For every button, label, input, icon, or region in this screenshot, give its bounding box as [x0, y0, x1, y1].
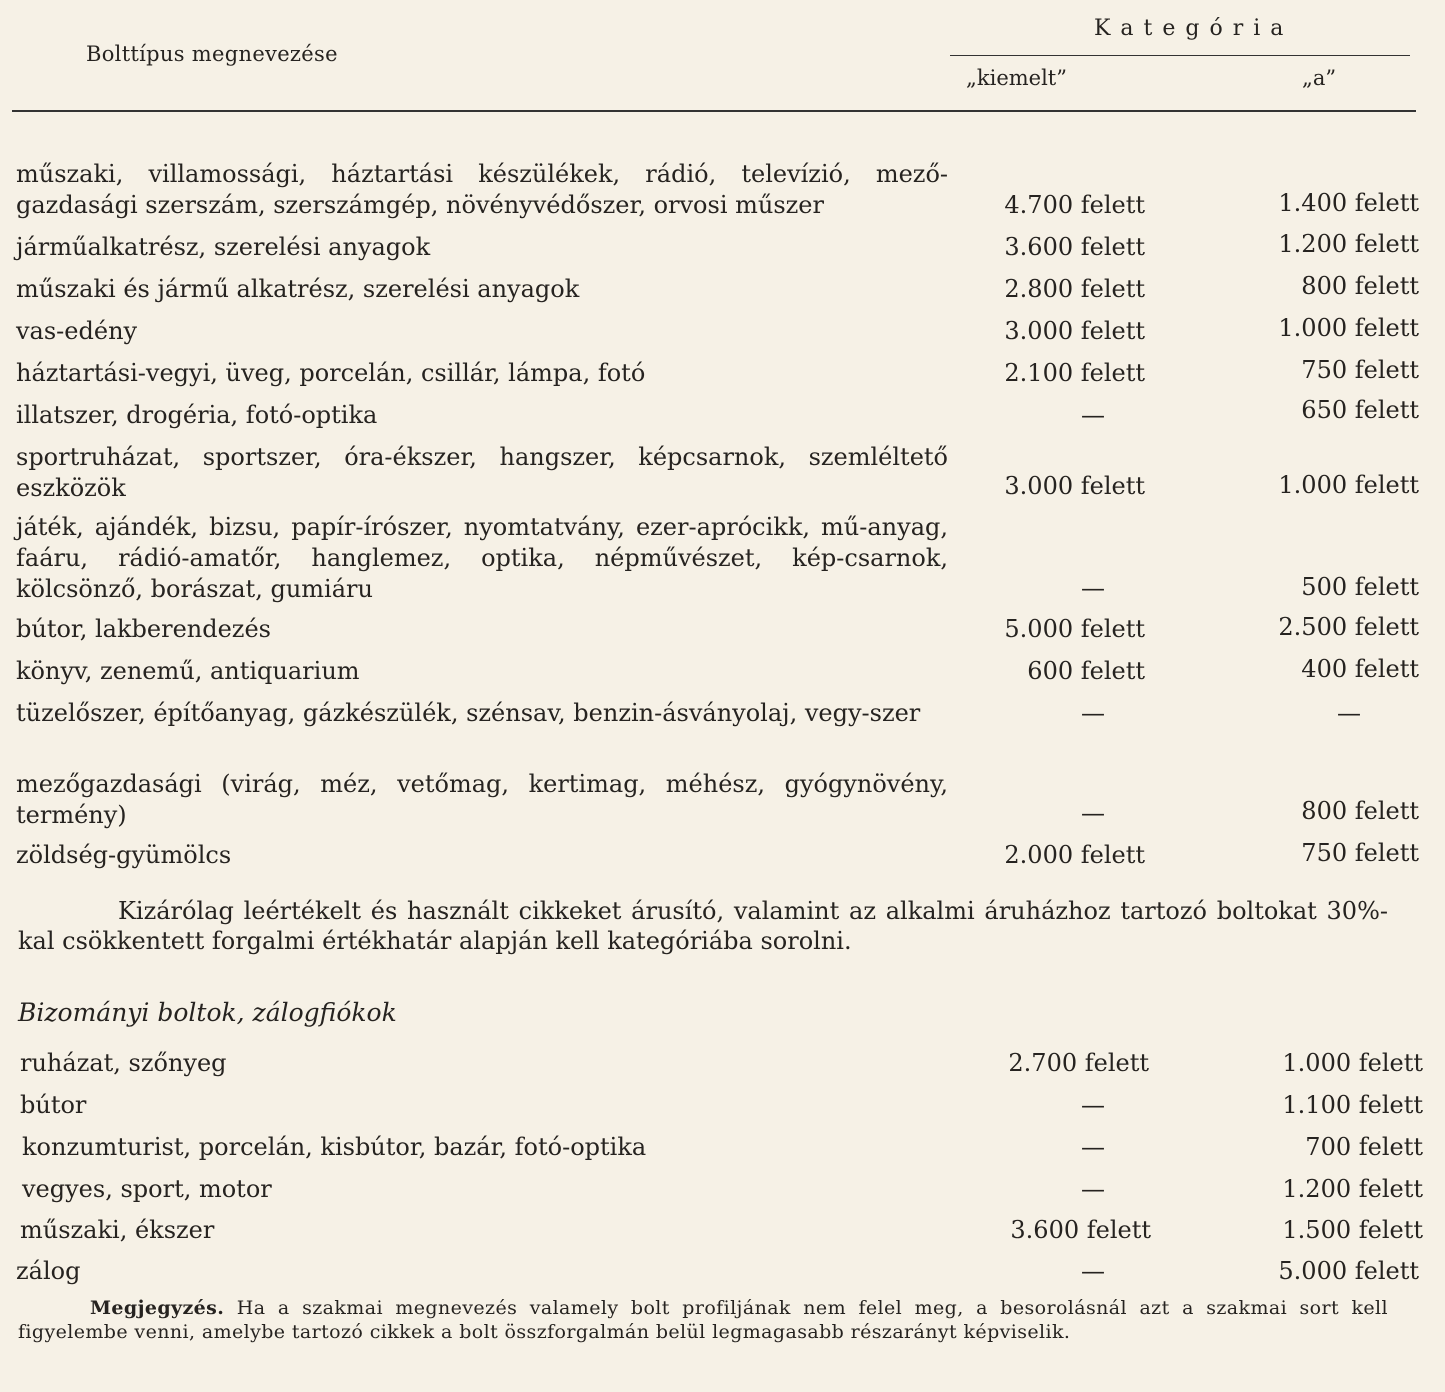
row-name: zálog	[16, 1257, 81, 1285]
row-kiemelt: 2.100 felett	[1004, 359, 1145, 387]
row-name: műszaki, ékszer	[20, 1216, 215, 1244]
footnote-label: Megjegyzés.	[90, 1297, 225, 1319]
row-a: 1.000 felett	[1278, 314, 1419, 342]
row-name: vas-edény	[16, 317, 138, 345]
row-a: —	[1337, 699, 1361, 727]
row-a: 700 felett	[1305, 1133, 1423, 1161]
row-kiemelt: 2.700 felett	[1008, 1049, 1149, 1077]
row-name: könyv, zenemű, antiquarium	[16, 657, 360, 685]
row-kiemelt: —	[1081, 799, 1105, 827]
row-kiemelt: 3.000 felett	[1004, 317, 1145, 345]
row-name: sportruházat, sportszer, óra-ékszer, hangszer, képcsarnok, szemléltető eszközök	[16, 443, 948, 502]
row-kiemelt: 5.000 felett	[1004, 615, 1145, 643]
footnote	[18, 1296, 1388, 1344]
row-name: ruházat, szőnyeg	[20, 1049, 227, 1077]
row-a: 800 felett	[1301, 797, 1419, 825]
row-a: 1.400 felett	[1278, 189, 1419, 217]
row-a: 2.500 felett	[1278, 613, 1419, 641]
rule-paragraph: Kizárólag leértékelt és használt cikkeket árusító, valamint az alkalmi áruházhoz tartozó boltokat 30%-kal csökkentett forgalmi értékhatár alapján kell kategóriába sorolni.	[18, 897, 1388, 955]
row-a: 1.200 felett	[1278, 230, 1419, 258]
row-a: 1.000 felett	[1282, 1049, 1423, 1077]
row-a: 400 felett	[1301, 655, 1419, 683]
column-header-a: „a”	[1302, 66, 1337, 90]
row-kiemelt: —	[1081, 699, 1105, 727]
row-name: tüzelőszer, építőanyag, gázkészülék, szénsav, benzin-ásványolaj, vegy-szer	[16, 699, 921, 727]
row-a: 1.100 felett	[1282, 1091, 1423, 1119]
header-divider	[12, 110, 1416, 112]
row-name: háztartási-vegyi, üveg, porcelán, csillár, lámpa, fotó	[16, 359, 646, 387]
column-header-shop-type: Bolttípus megnevezése	[86, 42, 338, 66]
row-kiemelt: 3.600 felett	[1010, 1216, 1151, 1244]
row-kiemelt: —	[1081, 574, 1105, 602]
row-name: mezőgazdasági (virág, méz, vetőmag, kertimag, méhész, gyógynövény, termény)	[16, 770, 948, 829]
row-kiemelt: —	[1081, 1133, 1105, 1161]
row-kiemelt: 2.000 felett	[1004, 841, 1145, 869]
row-name: bútor, lakberendezés	[16, 615, 271, 643]
row-a: 1.000 felett	[1278, 471, 1419, 499]
row-name: vegyes, sport, motor	[22, 1175, 272, 1203]
row-name: bútor	[20, 1091, 87, 1119]
row-a: 750 felett	[1301, 839, 1419, 867]
row-name: műszaki és jármű alkatrész, szerelési anyagok	[16, 275, 580, 303]
column-header-kiemelt: „kiemelt”	[966, 66, 1067, 90]
row-a: 800 felett	[1301, 272, 1419, 300]
row-kiemelt: —	[1081, 401, 1105, 429]
row-kiemelt: 3.000 felett	[1004, 472, 1145, 500]
row-kiemelt: 600 felett	[1027, 657, 1145, 685]
row-kiemelt: —	[1081, 1091, 1105, 1119]
row-a: 750 felett	[1301, 356, 1419, 384]
row-a: 1.500 felett	[1282, 1216, 1423, 1244]
row-name: konzumturist, porcelán, kisbútor, bazár, fotó-optika	[22, 1133, 647, 1161]
row-kiemelt: 3.600 felett	[1004, 233, 1145, 261]
row-kiemelt: —	[1081, 1257, 1105, 1285]
row-name: járműalkatrész, szerelési anyagok	[16, 233, 431, 261]
footnote-text: Ha a szakmai megnevezés valamely bolt profiljának nem felel meg, a besorolásnál azt a szakmai sort kell figyelembe venni, amelybe tartozó cikkek a bolt összforgalmán belül legmagasabb részarányt képviselik.	[18, 1297, 1389, 1343]
row-name: játék, ajándék, bizsu, papír-írószer, nyomtatvány, ezer-aprócikk, mű-anyag, faáru, rádió-amatőr, hanglemez, optika, népművészet, kép-csarnok, kölcsönző, borászat, gumiáru	[16, 513, 948, 603]
section-title-consignment: Bizományi boltok, zálogfiókok	[18, 998, 397, 1027]
row-name: zöldség-gyümölcs	[16, 841, 232, 869]
row-kiemelt: —	[1081, 1175, 1105, 1203]
row-kiemelt: 4.700 felett	[1004, 191, 1145, 219]
row-a: 1.200 felett	[1282, 1175, 1423, 1203]
row-name: illatszer, drogéria, fotó-optika	[16, 401, 378, 429]
row-a: 500 felett	[1301, 573, 1419, 601]
row-name: műszaki, villamossági, háztartási készülékek, rádió, televízió, mező-gazdasági szerszám, szerszámgép, növényvédőszer, orvosi műszer	[16, 160, 948, 219]
row-a: 650 felett	[1301, 396, 1419, 424]
row-kiemelt: 2.800 felett	[1004, 275, 1145, 303]
row-a: 5.000 felett	[1278, 1257, 1419, 1285]
column-header-category: Kategória	[1094, 16, 1294, 41]
header-divider-short	[950, 55, 1410, 56]
